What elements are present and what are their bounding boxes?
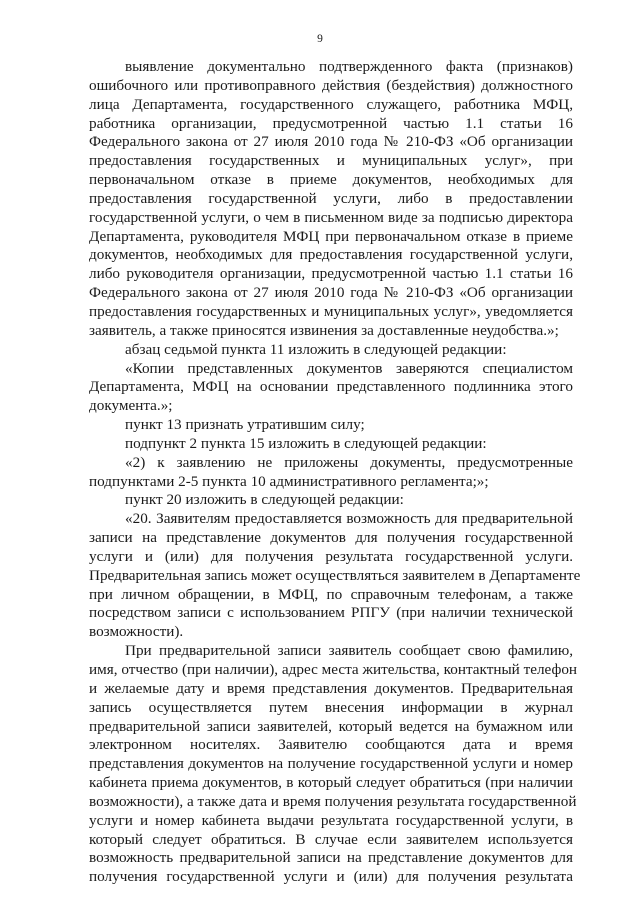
text-line: государственной услуги, о чем в письменном виде за подписью директора [89, 208, 573, 226]
text-line: Департамента, руководителя МФЦ при первоначальном отказе в приеме [89, 227, 573, 245]
text-line: кабинета приема документов, в который следует обратиться (при наличии [89, 774, 573, 792]
text-line: Предварительная запись может осуществляться заявителем в Департаменте [89, 566, 581, 584]
text-line: Департамента, МФЦ на основании представленного подлинника этого [89, 378, 573, 396]
text-line: пункт 20 изложить в следующей редакции: [125, 491, 404, 509]
page-number: 9 [317, 33, 323, 45]
text-line: возможности), а также дата и время получения результата государственной [89, 792, 577, 810]
text-line: и желаемые дату и время представления документов. Предварительная [89, 679, 573, 697]
text-line: пункт 13 признать утратившим силу; [125, 416, 365, 434]
text-line: записи на представление документов для получения государственной [89, 529, 573, 547]
text-line: При предварительной записи заявитель сообщает свою фамилию, [125, 642, 573, 660]
text-line: запись осуществляется путем внесения информации в журнал [89, 698, 573, 716]
text-line: работника организации, предусмотренной частью 1.1 статьи 16 [89, 114, 573, 132]
text-line: предварительной записи заявителей, который ведется на бумажном или [89, 717, 573, 735]
text-line: представления документов на получение государственной услуги и номер [89, 755, 573, 773]
text-line: абзац седьмой пункта 11 изложить в следующей редакции: [125, 340, 507, 358]
text-line: заявитель, а также приносятся извинения за доставленные неудобства.»; [89, 321, 559, 339]
text-line: либо руководителя организации, предусмотренной частью 1.1 статьи 16 [89, 265, 573, 283]
text-line: «2) к заявлению не приложены документы, предусмотренные [125, 453, 573, 471]
text-line: услуги и номер кабинета выдачи результата государственной услуги, в [89, 811, 573, 829]
text-line: услуги и (или) для получения результата государственной услуги. [89, 547, 573, 565]
text-line: получения государственной услуги и (или) для получения результата [89, 868, 573, 886]
text-line: ошибочного или противоправного действия (бездействия) должностного [89, 76, 573, 94]
text-line: выявление документально подтвержденного факта (признаков) [125, 58, 573, 75]
text-line: предоставления государственной услуги, либо в предоставлении [89, 189, 573, 207]
text-line: первоначальном отказе в приеме документов, необходимых для [89, 171, 573, 189]
document-body [89, 58, 581, 887]
text-line: посредством записи с использованием РПГУ (при наличии технической [89, 604, 573, 622]
text-line: документов, необходимых для предоставления государственной услуги, [89, 246, 573, 264]
text-line: при личном обращении, в МФЦ, по справочным телефонам, а также [89, 585, 573, 603]
text-line: имя, отчество (при наличии), адрес места жительства, контактный телефон [89, 661, 578, 678]
text-line: предоставления государственных и муниципальных услуг», при [89, 152, 573, 170]
text-line: предоставления государственных и муниципальных услуг», уведомляется [89, 302, 573, 320]
text-line: Федерального закона от 27 июля 2010 года № 210-ФЗ «Об организации [89, 284, 573, 302]
text-line: возможность предварительной записи на представление документов для [89, 849, 573, 867]
text-line: возможности). [89, 623, 184, 641]
text-line: документа.»; [89, 397, 173, 415]
text-line: подпунктами 2-5 пункта 10 административного регламента;»; [89, 472, 489, 490]
text-line: который следует обратиться. В случае если заявителем используется [89, 830, 573, 848]
text-line: «Копии представленных документов заверяются специалистом [125, 359, 573, 377]
text-line: Федерального закона от 27 июля 2010 года № 210-ФЗ «Об организации [89, 133, 573, 151]
text-line: «20. Заявителям предоставляется возможность для предварительной [125, 510, 573, 528]
text-line: подпункт 2 пункта 15 изложить в следующей редакции: [125, 434, 487, 452]
text-line: электронном носителях. Заявителю сообщаются дата и время [89, 736, 573, 754]
text-line: лица Департамента, государственного служащего, работника МФЦ, [89, 95, 573, 113]
